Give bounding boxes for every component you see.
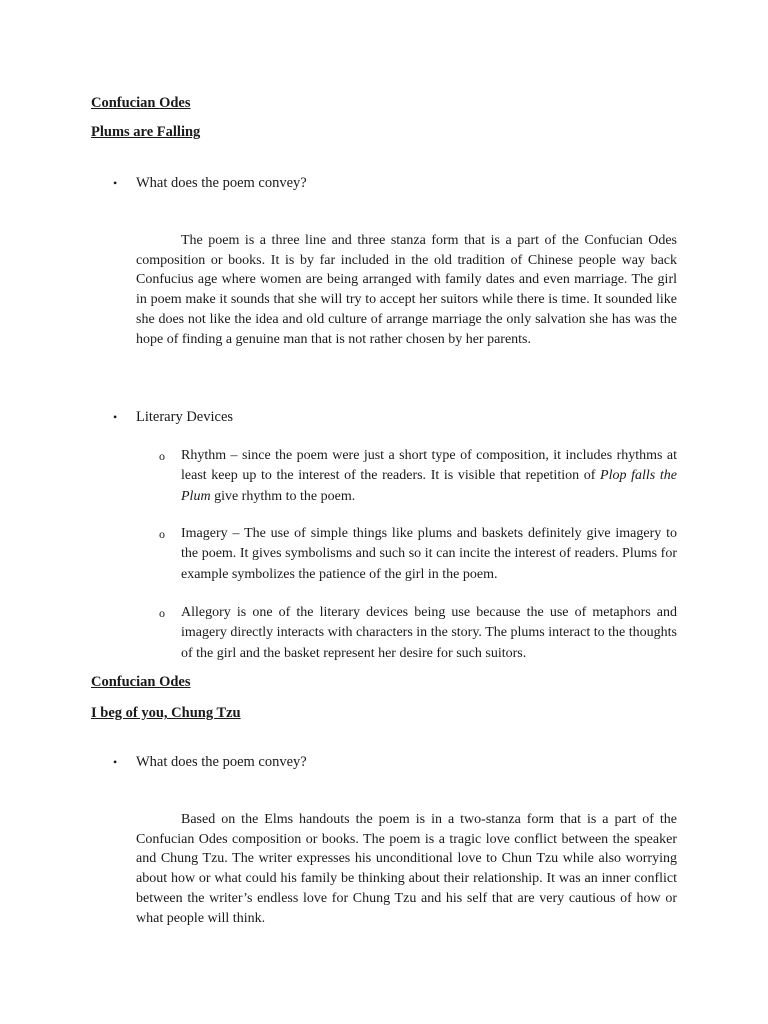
circle-bullet-icon: o [159, 527, 165, 541]
body-paragraph [136, 810, 677, 928]
bullet-icon: • [113, 755, 118, 769]
bullet-item [113, 408, 233, 426]
paragraph-text: Based on the Elms handouts the poem is in a two-stanza form that is a part of the Confucian Odes composition or books. The poem is a tragic love conflict between the speaker and Chung Tzu. The writer expresses his unconditional love to Chun Tzu while also worrying about how or what could his family be thinking about their relationship. It was an inner conflict between the writer’s endless love for Chung Tzu and his self that are very cautious of how or what people will think. [136, 812, 677, 926]
section-title: Confucian Odes [91, 95, 191, 111]
bullet-item [113, 174, 307, 192]
bullet-item [113, 753, 307, 771]
circle-bullet-icon: o [159, 606, 165, 620]
bullet-text: Literary Devices [136, 409, 234, 425]
poem-title: I beg of you, Chung Tzu [91, 705, 241, 721]
sub-bullet-item [159, 446, 677, 507]
circle-bullet-icon: o [159, 449, 165, 463]
poem-title: Plums are Falling [91, 124, 201, 140]
bullet-text: What does the poem convey? [136, 754, 307, 770]
sub-bullet-item [159, 524, 677, 585]
section-title: Confucian Odes [91, 674, 191, 690]
body-paragraph [136, 231, 677, 349]
paragraph-text: The poem is a three line and three stanza form that is a part of the Confucian Odes composition or books. It is by far included in the old tradition of Chinese people way back Confucius age where women are being arranged with family dates and even marriage. The girl in poem make it sounds that she will try to accept her suitors while there is time. It sounded like she does not like the idea and old culture of arrange marriage the only salvation she has was the hope of finding a genuine man that is not rather chosen by her parents. [136, 233, 677, 347]
sub-bullet-text: Imagery – The use of simple things like plums and baskets definitely give imagery to the poem. It gives symbolisms and such so it can incite the interest of readers. Plums for example symbolizes the patience of the girl in the poem. [181, 526, 677, 582]
italic-quote: Plop falls the Plum [181, 468, 677, 504]
bullet-text: What does the poem convey? [136, 175, 307, 191]
sub-bullet-item [159, 603, 677, 664]
sub-bullet-text: Allegory is one of the literary devices being use because the use of metaphors and imagery directly interacts with characters in the story. The plums interact to the thoughts of the girl and the basket represent her desire for such suitors. [181, 605, 677, 661]
sub-bullet-text: Rhythm – since the poem were just a short type of composition, it includes rhythms at least keep up to the interest of the readers. It is visible that repetition of Plop falls the Plum give rhythm to the poem. [181, 448, 677, 504]
bullet-icon: • [113, 176, 118, 190]
bullet-icon: • [113, 410, 118, 424]
